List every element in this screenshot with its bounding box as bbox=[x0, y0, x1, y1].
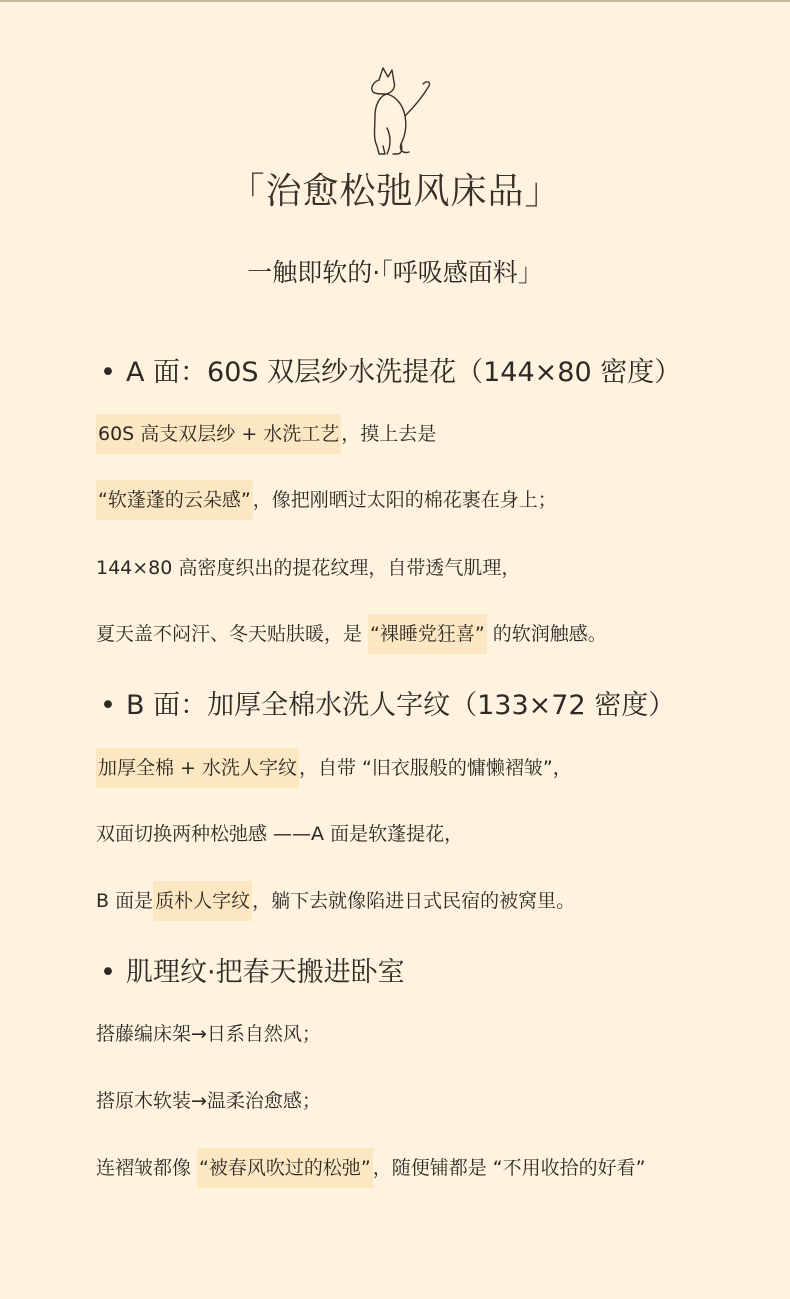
text-line: 夏天盖不闷汗、冬天贴肤暖，是 “裸睡党狂喜” 的软润触感。 bbox=[96, 619, 607, 646]
section-heading-texture: • 肌理纹·把春天搬进卧室 bbox=[100, 957, 405, 988]
text-line: 连褶皱都像 “被春风吹过的松弛” ，随便铺都是 “不用收拾的好看” bbox=[96, 1153, 645, 1180]
top-divider-line bbox=[0, 0, 790, 2]
text-line: 搭藤编床架→日系自然风； bbox=[96, 1023, 321, 1045]
bullet-dot: • bbox=[100, 957, 116, 988]
page-title: 「治愈松弛风床品」 bbox=[228, 171, 562, 212]
text-line: 60S 高支双层纱 + 水洗工艺 ，摸上去是 bbox=[96, 419, 436, 446]
highlight-text: 60S 高支双层纱 + 水洗工艺 bbox=[96, 414, 341, 454]
text-line: B 面是 质朴人字纹 ，躺下去就像陷进日式民宿的被窝里。 bbox=[96, 886, 575, 913]
highlight-text: 加厚全棉 + 水洗人字纹 bbox=[96, 748, 299, 788]
page-subtitle: 一触即软的·「呼吸感面料」 bbox=[247, 258, 543, 287]
text-line: 双面切换两种松弛感 ——A 面是软蓬提花， bbox=[96, 823, 464, 845]
section-heading-b: • B 面：加厚全棉水洗人字纹（133×72 密度） bbox=[100, 690, 676, 721]
cat-line-art-icon bbox=[357, 66, 437, 158]
text-line: 搭原木软装→温柔治愈感； bbox=[96, 1090, 321, 1112]
text-line: 144×80 高密度织出的提花纹理，自带透气肌理， bbox=[96, 557, 521, 579]
highlight-text: 质朴人字纹 bbox=[153, 881, 252, 921]
bullet-dot: • bbox=[100, 690, 116, 721]
highlight-text: “软蓬蓬的云朵感” bbox=[96, 480, 253, 520]
text-line: 加厚全棉 + 水洗人字纹 ，自带 “旧衣服般的慵懒褶皱”， bbox=[96, 753, 572, 780]
text-line: “软蓬蓬的云朵感” ，像把刚晒过太阳的棉花裹在身上； bbox=[96, 485, 557, 512]
section-heading-a: • A 面：60S 双层纱水洗提花（144×80 密度） bbox=[100, 357, 682, 388]
bullet-dot: • bbox=[100, 357, 116, 388]
highlight-text: “被春风吹过的松弛” bbox=[197, 1148, 373, 1188]
highlight-text: “裸睡党狂喜” bbox=[368, 614, 487, 654]
